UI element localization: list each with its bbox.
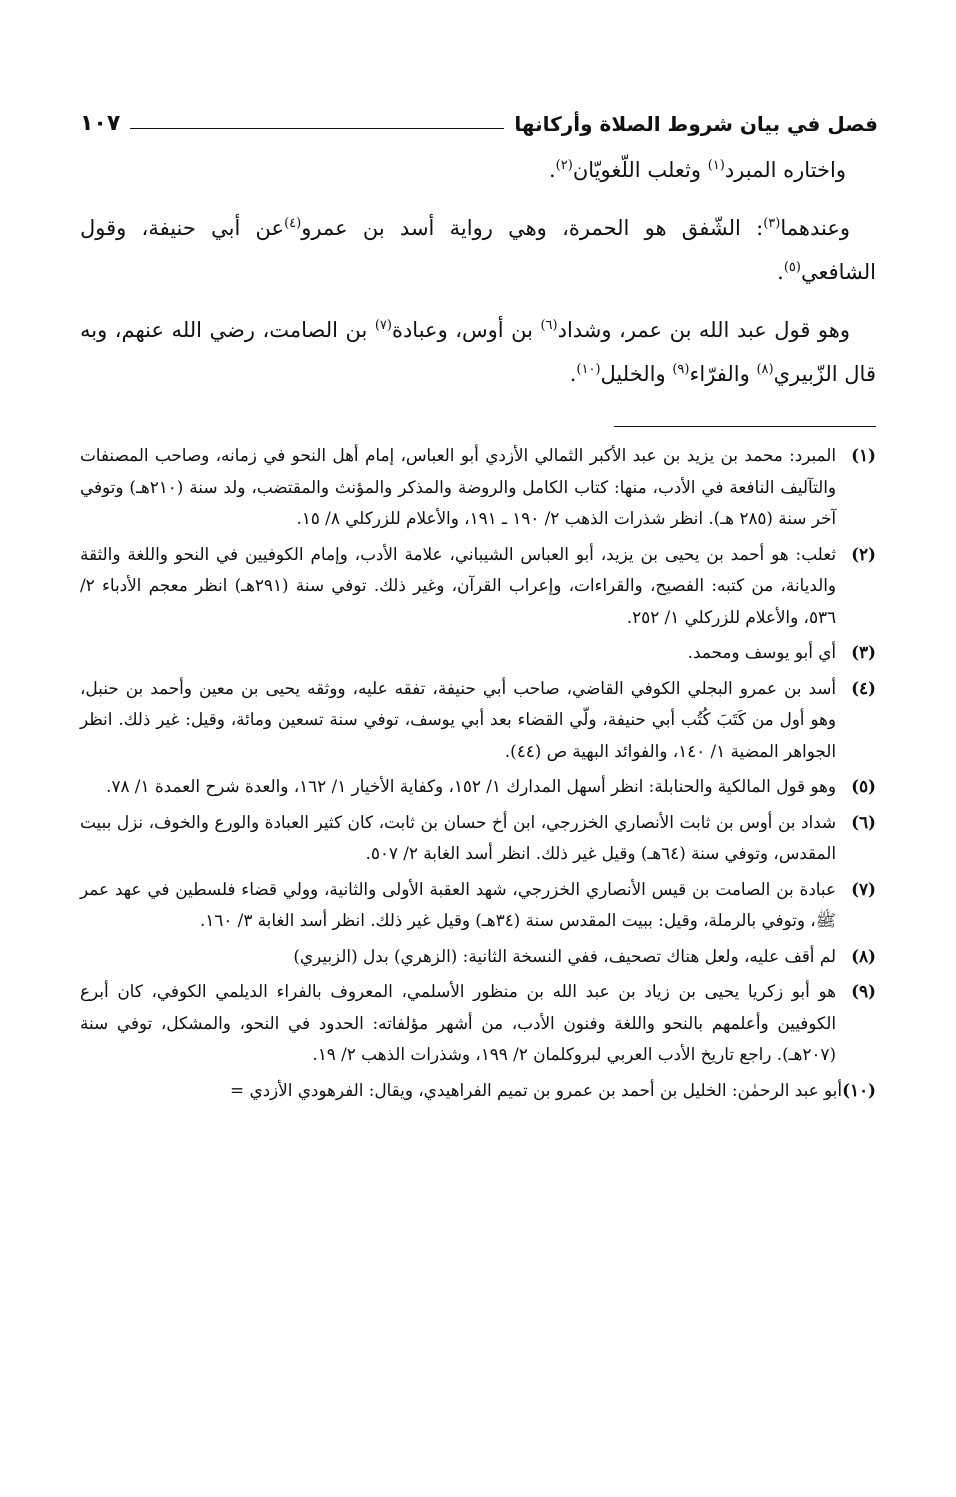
footnote-ref: (٨) — [756, 362, 774, 377]
page-number: ١٠٧ — [80, 111, 121, 136]
text-run: : الشّفق هو الحمرة، وهي رواية أسد بن عمرو — [301, 216, 764, 240]
footnote-2 — [80, 539, 876, 634]
footnote-separator — [614, 426, 876, 427]
header-rule — [130, 128, 504, 129]
footnote-number: (٥) — [851, 776, 876, 796]
footnote-7 — [80, 874, 876, 937]
footnote-number: (٣) — [851, 642, 876, 662]
running-head — [80, 102, 878, 136]
footnote-1 — [80, 440, 876, 535]
text-run: . — [548, 158, 556, 182]
footnote-number: (١٠) — [842, 1079, 876, 1100]
chapter-title: فصل في بيان شروط الصلاة وأركانها — [514, 112, 878, 136]
text-run: عن أبي حنيفة، وقول الشافعي — [80, 216, 876, 284]
footnote-text: أي أبو يوسف ومحمد. — [687, 642, 836, 662]
text-run: بن أوس، وعبادة — [391, 318, 541, 342]
footnotes — [80, 440, 876, 1110]
footnote-ref: (٥) — [783, 260, 801, 275]
footnote-4 — [80, 673, 876, 768]
text-run: والفرّاء — [689, 362, 757, 386]
text-run: . — [777, 260, 784, 284]
paragraph-2 — [80, 206, 876, 294]
footnote-text: لم أقف عليه، ولعل هناك تصحيف، ففي النسخة الثانية: (الزهري) بدل (الزبيري) — [293, 945, 836, 966]
text-run: واختاره المبرد — [724, 158, 846, 182]
footnote-6 — [80, 807, 876, 870]
footnote-8 — [80, 941, 876, 973]
footnote-text: وهو قول المالكية والحنابلة: انظر أسهل المدارك ١/ ١٥٢، وكفاية الأخيار ١/ ١٦٢، والعدة شرح العمدة ١/ ٧٨. — [106, 776, 836, 796]
footnote-ref: (٢) — [555, 158, 573, 173]
text-run: وعندهما — [780, 216, 851, 240]
footnote-number: (٤) — [851, 677, 876, 698]
footnote-text: عبادة بن الصامت بن قيس الأنصاري الخزرجي، شهد العقبة الأولى والثانية، وولي قضاء فلسطين في عهد عمر ﷺ، وتوفي بالرملة، وقيل: ببيت المقدس سنة (٣٤هـ) وقيل غير ذلك. انظر أسد الغابة ٣/ ١٦٠. — [80, 878, 836, 930]
text-run: والخليل — [600, 362, 673, 386]
footnote-number: (٧) — [851, 878, 876, 899]
footnote-ref: (٤) — [284, 216, 302, 231]
text-run: وثعلب اللّغويّان — [572, 158, 708, 182]
footnote-number: (٦) — [851, 811, 876, 832]
footnote-ref: (٧) — [374, 318, 392, 333]
footnote-number: (٨) — [851, 945, 876, 966]
footnote-5 — [80, 771, 876, 803]
footnote-number: (٢) — [851, 543, 876, 564]
footnote-ref: (٦) — [540, 318, 558, 333]
footnote-text: شداد بن أوس بن ثابت الأنصاري الخزرجي، ابن أخ حسان بن ثابت، كان كثير العبادة والورع والخوف، نزل ببيت المقدس، وتوفي سنة (٦٤هـ) وقيل غير ذلك. انظر أسد الغابة ٢/ ٥٠٧. — [80, 811, 836, 863]
footnote-ref: (١٠) — [576, 362, 601, 377]
footnote-3 — [80, 637, 876, 669]
text-run: بن الصامت، رضي الله عنهم، وبه قال الزّبيري — [80, 318, 876, 386]
footnote-text: هو أبو زكريا يحيى بن زياد بن عبد الله بن منظور الأسلمي، المعروف بالفراء الديلمي الكوفي، كان أبرع الكوفيين وأعلمهم بالنحو واللغة وفنون الأدب، من أشهر مؤلفاته: الحدود في النحو، والمشكل، توفي سنة (٢٠٧هـ). راجع تاريخ الأدب العربي لبروكلمان ٢/ ١٩٩، وشذرات الذهب ٢/ ١٩. — [80, 981, 836, 1064]
footnote-text: أبو عبد الرحمٰن: الخليل بن أحمد بن عمرو بن تميم الفراهيدي، ويقال: الفرهودي الأزدي = — [230, 1079, 842, 1100]
footnote-text: ثعلب: هو أحمد بن يحيى بن يزيد، أبو العباس الشيباني، علامة الأدب، وإمام الكوفيين في النحو واللغة والثقة والديانة، من كتبه: الفصيح، والقراءات، وإعراب القرآن، وغير ذلك. توفي سنة (٢٩١هـ) انظر معجم الأدباء ٢/ ٥٣٦، والأعلام للزركلي ١/ ٢٥٢. — [80, 543, 836, 627]
footnote-10 — [80, 1075, 876, 1107]
footnote-9 — [80, 976, 876, 1071]
text-run: . — [569, 362, 577, 386]
footnote-text: المبرد: محمد بن يزيد بن عبد الأكبر الثمالي الأزدي أبو العباس، إمام أهل النحو في زمانه، وصاحب المصنفات والتآليف النافعة في الأدب، منها: كتاب الكامل والروضة والمذكر والمؤنث والمقتضب، ولد سنة (٢١٠هـ) وتوفي آخر سنة (٢٨٥ هـ). انظر شذرات الذهب ٢/ ١٩٠ ـ ١٩١، والأعلام للزركلي ٨/ ١٥. — [80, 445, 836, 528]
text-run: وهو قول عبد الله بن عمر، وشداد — [557, 318, 850, 342]
footnote-ref: (١) — [707, 158, 725, 173]
main-text — [80, 148, 876, 410]
footnote-ref: (٩) — [672, 362, 690, 377]
paragraph-1 — [80, 148, 876, 192]
footnote-text: أسد بن عمرو البجلي الكوفي القاضي، صاحب أبي حنيفة، تفقه عليه، ووثقه يحيى بن معين وأحمد بن حنبل، وهو أول من كَتَبَ كُتُب أبي حنيفة، ولّي القضاء بعد أبي يوسف، توفي سنة تسعين ومائة، وقيل: غير ذلك. انظر الجواهر المضية ١/ ١٤٠، والفوائد البهية ص (٤٤). — [80, 677, 836, 761]
footnote-ref: (٣) — [763, 216, 781, 231]
paragraph-3 — [80, 308, 876, 396]
footnote-number: (٩) — [851, 981, 876, 1001]
footnote-number: (١) — [851, 445, 876, 465]
